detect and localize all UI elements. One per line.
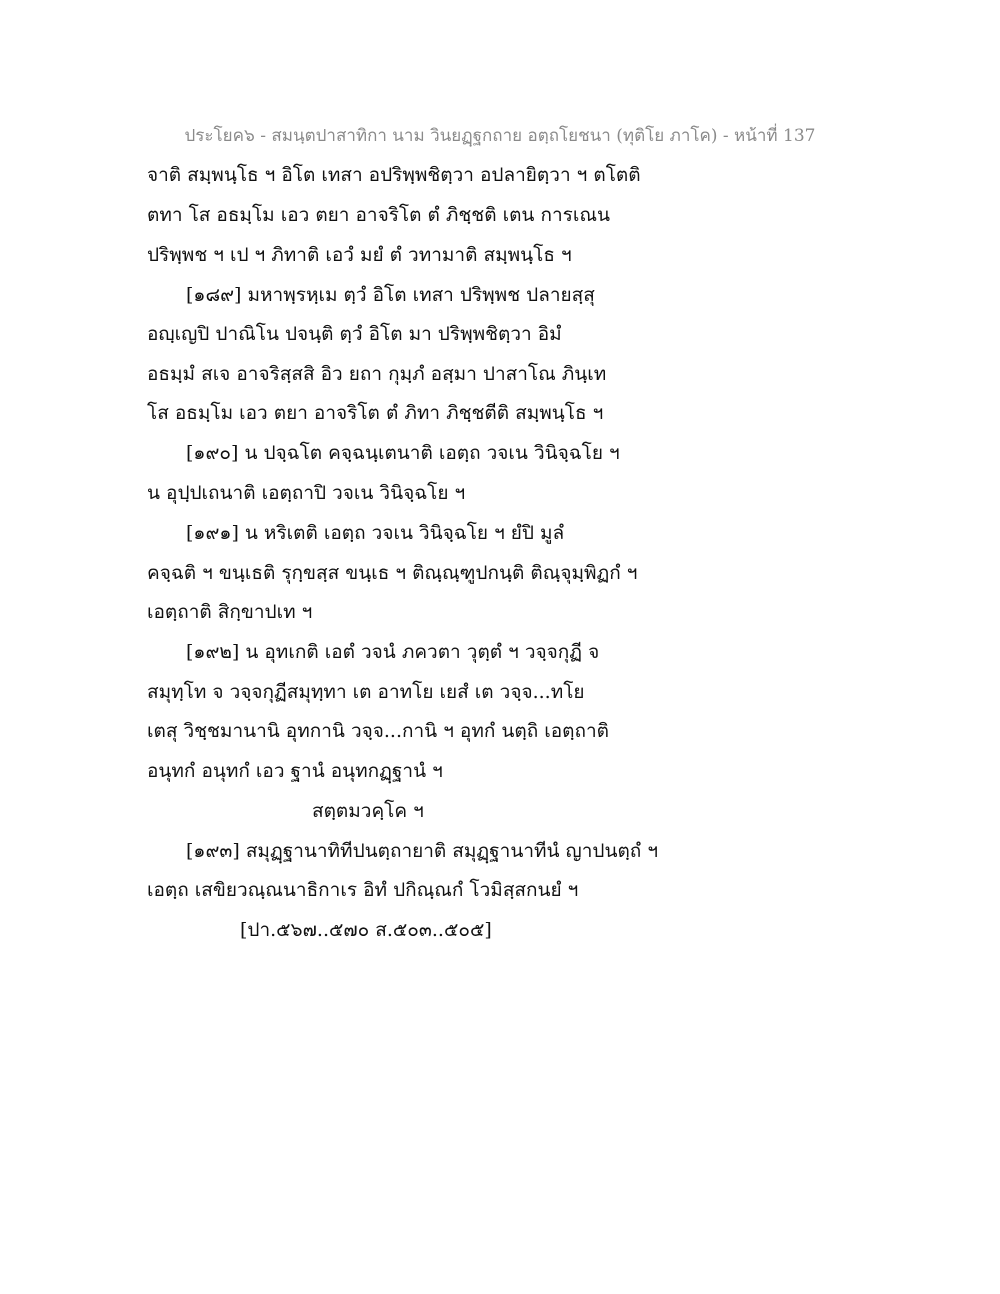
text-line: เตสุ วิชฺชมานานิ อุทกานิ วจฺจ...กานิ ฯ อุทกํ นตฺถิ เอตฺถาติ — [147, 720, 610, 742]
text-line: เอตฺถาติ สิกฺขาปเท ฯ — [147, 601, 313, 623]
text-line: อญฺเญปิ ปาณิโน ปจนฺติ ตฺวํ อิโต มา ปริพฺพชิตฺวา อิมํ — [147, 323, 562, 345]
paragraph-start-line: [๑๙๑] น หริเตติ เอตฺถ วจเน วินิจฺฉโย ฯ ยํปิ มูลํ — [186, 522, 565, 544]
paragraph-start-line: [๑๙๐] น ปจฺฉโต คจฺฉนฺเตนาติ เอตฺถ วจเน วินิจฺฉโย ฯ — [186, 442, 620, 464]
text-line: คจฺฉติ ฯ ขนฺเธติ รุกฺขสฺส ขนฺเธ ฯ ติณฺณฺฑูปกนฺติ ติณฺจุมฺพิฏกํ ฯ — [147, 562, 638, 584]
section-title: สตฺตมวคฺโค ฯ — [312, 800, 424, 822]
text-line: น อุปฺปเถนาติ เอตฺถาปิ วจเน วินิจฺฉโย ฯ — [147, 482, 466, 504]
paragraph-start-line: [๑๙๒] น อุทเกติ เอตํ วจนํ ภควตา วุตฺตํ ฯ วจฺจกุฏี จ — [186, 641, 600, 663]
text-line: ตทา โส อธมฺโม เอว ตยา อาจริโต ตํ ภิชฺชติ เตน การเณน — [147, 204, 610, 226]
text-line: อนุทกํ อนุทกํ เอว ฐานํ อนุทกฏฺฐานํ ฯ — [147, 760, 443, 782]
paragraph-start-line: [๑๘๙] มหาพฺรหฺเม ตฺวํ อิโต เทสา ปริพฺพช ปลายสฺสุ — [186, 284, 595, 306]
text-line: ปริพฺพช ฯ เป ฯ ภิทาติ เอวํ มยํ ตํ วทามาติ สมฺพนฺโธ ฯ — [147, 244, 572, 266]
text-line: อธมฺมํ สเจ อาจริสฺสสิ อิว ยถา กุมฺภํ อสฺมา ปาสาโณ ภินฺเท — [147, 363, 607, 385]
paragraph-start-line: [๑๙๓] สมุฏฺฐานาทิทีปนตฺถายาติ สมุฏฺฐานาทีนํ ญาปนตฺถํ ฯ — [186, 840, 659, 862]
page-header: ประโยค๖ - สมนฺตปาสาทิกา นาม วินยฏฺฐกถาย อตฺถโยชนา (ทุติโย ภาโค) - หน้าที่ 137 — [184, 126, 816, 146]
text-line: เอตฺถ เสขิยวณฺณนาธิกาเร อิทํ ปกิณฺณกํ โวมิสฺสกนยํ ฯ — [147, 879, 579, 901]
text-line: จาติ สมฺพนฺโธ ฯ อิโต เทสา อปริพฺพชิตฺวา อปลายิตฺวา ฯ ตโตติ — [147, 164, 641, 186]
reference-note: [ปา.๕๖๗..๕๗๐ ส.๕๐๓..๕๐๕] — [240, 919, 492, 941]
text-line: โส อธมฺโม เอว ตยา อาจริโต ตํ ภิทา ภิชฺชตีติ สมฺพนฺโธ ฯ — [147, 402, 604, 424]
text-line: สมุทฺโท จ วจฺจกุฏีสมุทฺทา เต อาทโย เยสํ เต วจฺจ...ทโย — [147, 681, 585, 703]
